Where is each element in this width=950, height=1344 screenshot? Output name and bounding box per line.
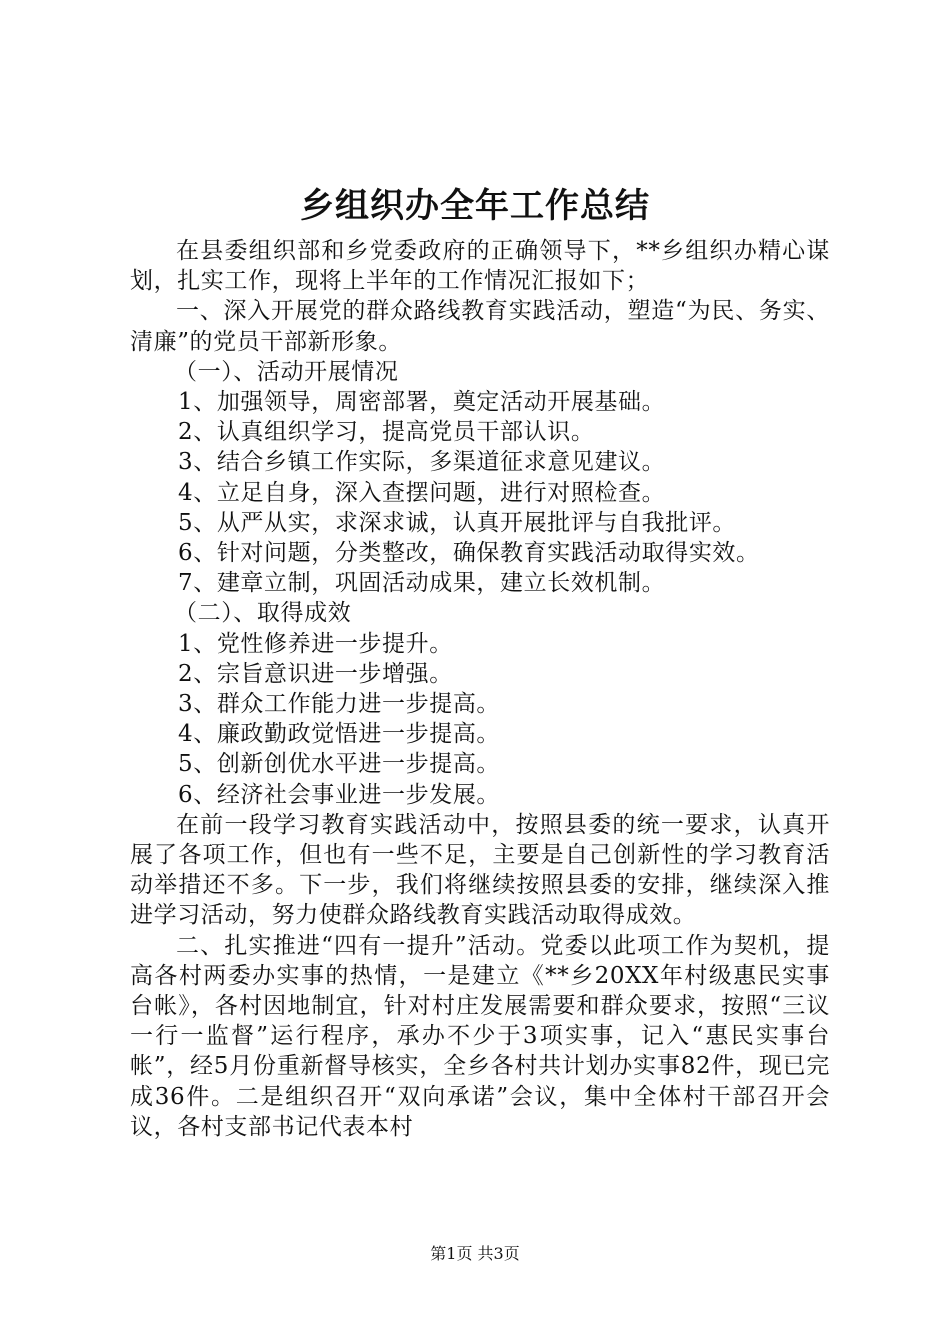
paragraph-summary: 在前一段学习教育实践活动中，按照县委的统一要求，认真开展了各项工作，但也有一些不足，主要是自己创新性的学习教育活动举措还不多。下一步，我们将继续按照县委的安排，继续深入推进学习活动，努力使群众路线教育实践活动取得成效。 bbox=[130, 811, 830, 929]
paragraph-section-1-heading: 一、深入开展党的群众路线教育实践活动，塑造“为民、务实、清廉”的党员干部新形象。 bbox=[130, 298, 830, 355]
paragraph-subsection-1-heading: （一）、活动开展情况 bbox=[174, 358, 399, 385]
list-item: 2、宗旨意识进一步增强。 bbox=[178, 660, 453, 687]
document-body bbox=[130, 236, 830, 1142]
document-title: 乡组织办全年工作总结 bbox=[300, 186, 650, 226]
list-item: 6、经济社会事业进一步发展。 bbox=[178, 781, 501, 808]
list-item: 3、群众工作能力进一步提高。 bbox=[178, 691, 501, 718]
list-item: 2、认真组织学习，提高党员干部认识。 bbox=[178, 419, 595, 446]
paragraph-subsection-2-heading: （二）、取得成效 bbox=[174, 600, 352, 627]
page-number-footer: 第1页 共3页 bbox=[430, 1244, 520, 1263]
list-item: 5、从严从实，求深求诚，认真开展批评与自我批评。 bbox=[178, 509, 737, 536]
list-item: 6、针对问题，分类整改，确保教育实践活动取得实效。 bbox=[178, 540, 760, 567]
list-item: 5、创新创优水平进一步提高。 bbox=[178, 751, 501, 778]
paragraph-intro: 在县委组织部和乡党委政府的正确领导下，**乡组织办精心谋划，扎实工作，现将上半年的工作情况汇报如下； bbox=[130, 238, 830, 295]
paragraph-section-2: 二、扎实推进“四有一提升”活动。党委以此项工作为契机，提高各村两委办实事的热情，一是建立《**乡20XX年村级惠民实事台帐》，各村因地制宜，针对村庄发展需要和群众要求，按照“三议一行一监督”运行程序，承办不少于3项实事，记入“惠民实事台帐”，经5月份重新督导核实，全乡各村共计划办实事82件，现已完成36件。二是组织召开“双向承诺”会议，集中全体村干部召开会议，各村支部书记代表本村 bbox=[130, 932, 830, 1140]
list-item: 3、结合乡镇工作实际，多渠道征求意见建议。 bbox=[178, 449, 666, 476]
list-item: 4、廉政勤政觉悟进一步提高。 bbox=[178, 721, 501, 748]
list-item: 4、立足自身，深入查摆问题，进行对照检查。 bbox=[178, 479, 666, 506]
list-item: 7、建章立制，巩固活动成果，建立长效机制。 bbox=[178, 570, 666, 597]
list-item: 1、党性修养进一步提升。 bbox=[178, 630, 453, 657]
list-item: 1、加强领导，周密部署，奠定活动开展基础。 bbox=[178, 389, 666, 416]
